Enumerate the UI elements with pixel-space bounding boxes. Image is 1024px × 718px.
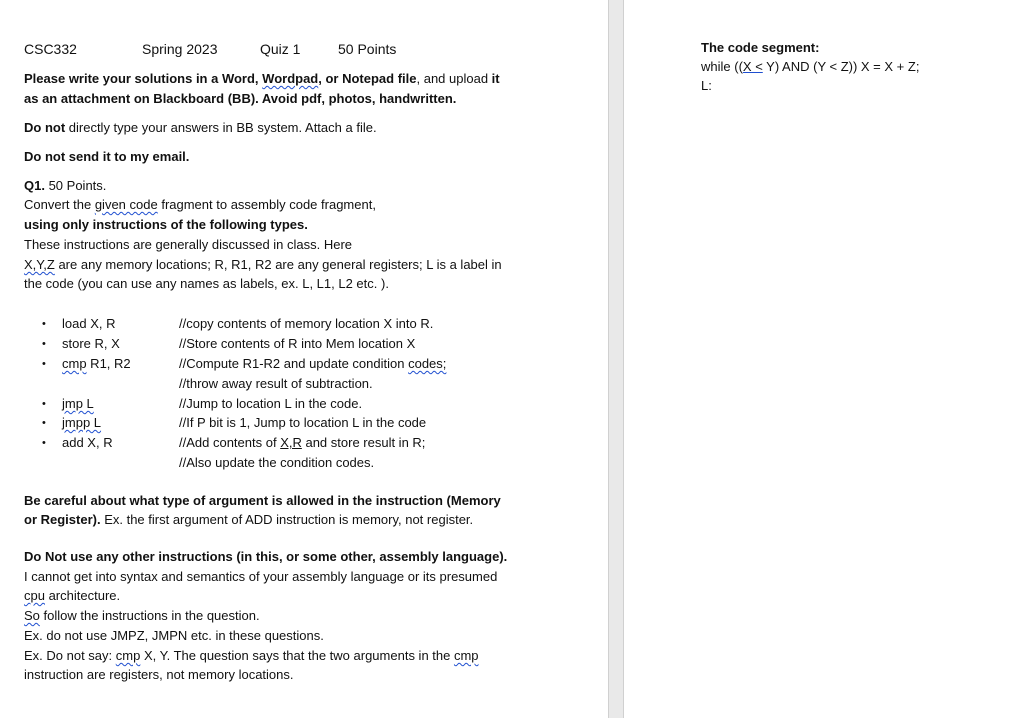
bullet: • <box>42 338 46 350</box>
intro-text-2: , or Notepad file <box>318 71 417 86</box>
intro-line-1 <box>24 71 500 87</box>
bullet: • <box>42 437 46 449</box>
given-code-phrase: given code <box>94 197 158 212</box>
instr-cmp <box>62 356 131 372</box>
quiz-title: Quiz 1 <box>260 41 301 57</box>
note-no-email: Do not send it to my email. <box>24 149 190 164</box>
careful-bold: or Register). <box>24 512 101 527</box>
q1-vars-line <box>24 257 502 273</box>
code-label: L: <box>701 78 712 93</box>
page-gutter <box>608 0 624 718</box>
course-code: CSC332 <box>24 41 77 57</box>
intro-text: Please write your solutions in a Word, <box>24 71 263 86</box>
donot-line-2: I cannot get into syntax and semantics of your assembly language or its presumed <box>24 569 498 584</box>
code-b: X < <box>742 59 763 74</box>
careful-line-2 <box>24 512 473 528</box>
q1-label: Q1. <box>24 178 45 193</box>
instr-jmpp <box>62 415 101 431</box>
donot-line-3 <box>24 588 120 604</box>
donot-line-1: Do Not use any other instructions (in this, or some other, assembly language). <box>24 549 508 564</box>
careful-line-1: Be careful about what type of argument is allowed in the instruction (Memory <box>24 493 501 508</box>
comment-load: //copy contents of memory location X into R. <box>179 316 434 331</box>
cmp-word: cmp <box>62 356 87 371</box>
intro-text-4: it <box>491 71 500 86</box>
donot-line-5: Ex. do not use JMPZ, JMPN etc. in these questions. <box>24 628 324 643</box>
so-word: So <box>24 608 40 623</box>
q1-vars-rest: are any memory locations; R, R1, R2 are any general registers; L is a label in <box>54 257 502 272</box>
donot-line-7: instruction are registers, not memory locations. <box>24 667 294 682</box>
codes-word: codes; <box>408 356 447 371</box>
wordpad-word: Wordpad <box>262 71 319 86</box>
q1-heading <box>24 178 106 194</box>
cmp-args: R1, R2 <box>86 356 131 371</box>
comment-add-c: and store result in R; <box>301 435 426 450</box>
code-segment-line <box>701 59 919 75</box>
comment-jmpp: //If P bit is 1, Jump to location L in the code <box>179 415 427 430</box>
note-rest: directly type your answers in BB system. Attach a file. <box>65 120 377 135</box>
document-page-2 <box>624 0 1024 718</box>
code-segment-title: The code segment: <box>701 40 820 55</box>
xyz-vars: X,Y,Z <box>24 257 55 272</box>
donot-6a: Ex. Do not say: <box>24 648 116 663</box>
cpu-word: cpu <box>24 588 45 603</box>
comment-store: //Store contents of R into Mem location X <box>179 336 416 351</box>
intro-text-3: , and upload <box>416 71 492 86</box>
bullet: • <box>42 398 46 410</box>
bullet: • <box>42 358 46 370</box>
cmp-word: cmp <box>453 648 479 663</box>
bullet: • <box>42 417 46 429</box>
donot-line-4-rest: follow the instructions in the question. <box>39 608 260 623</box>
donot-6c: X, Y. The question says that the two arguments in the <box>140 648 454 663</box>
note-attach <box>24 120 377 136</box>
comment-cmp-a: //Compute R1-R2 and update condition <box>179 356 409 371</box>
careful-rest: Ex. the first argument of ADD instruction is memory, not register. <box>100 512 474 527</box>
comment-cmp-2: //throw away result of subtraction. <box>179 376 373 391</box>
donot-line-6 <box>24 648 479 664</box>
instr-jmp <box>62 396 94 412</box>
q1-convert-line <box>24 197 376 213</box>
q1-convert-a: Convert the <box>24 197 95 212</box>
instr-load: load X, R <box>62 316 116 331</box>
comment-add-2: //Also update the condition codes. <box>179 455 375 470</box>
xr-word: X,R <box>280 435 302 450</box>
jmpp-word: jmpp L <box>62 415 102 430</box>
q1-only-line: using only instructions of the following types. <box>24 217 308 232</box>
intro-line-2: as an attachment on Blackboard (BB). Avoid pdf, photos, handwritten. <box>24 91 457 106</box>
quiz-points: 50 Points <box>338 41 397 57</box>
comment-add <box>179 435 425 451</box>
note-bold: Do not <box>24 120 66 135</box>
donot-line-4 <box>24 608 260 624</box>
term: Spring 2023 <box>142 41 218 57</box>
q1-points: 50 Points. <box>44 178 107 193</box>
comment-jmp: //Jump to location L in the code. <box>179 396 363 411</box>
comment-cmp <box>179 356 446 372</box>
jmp-word: jmp L <box>62 396 94 411</box>
q1-discussed-line: These instructions are generally discussed in class. Here <box>24 237 353 252</box>
code-a: while (( <box>701 59 743 74</box>
instr-add: add X, R <box>62 435 113 450</box>
instr-store: store R, X <box>62 336 120 351</box>
code-c: Y) AND (Y < Z)) X = X + Z; <box>762 59 920 74</box>
donot-line-3-rest: architecture. <box>44 588 121 603</box>
bullet: • <box>42 318 46 330</box>
q1-names-line: the code (you can use any names as labels, ex. L, L1, L2 etc. ). <box>24 276 389 291</box>
cmp-word: cmp <box>115 648 141 663</box>
comment-add-a: //Add contents of <box>179 435 281 450</box>
q1-convert-c: fragment to assembly code fragment, <box>157 197 376 212</box>
quiz-header <box>24 41 396 58</box>
